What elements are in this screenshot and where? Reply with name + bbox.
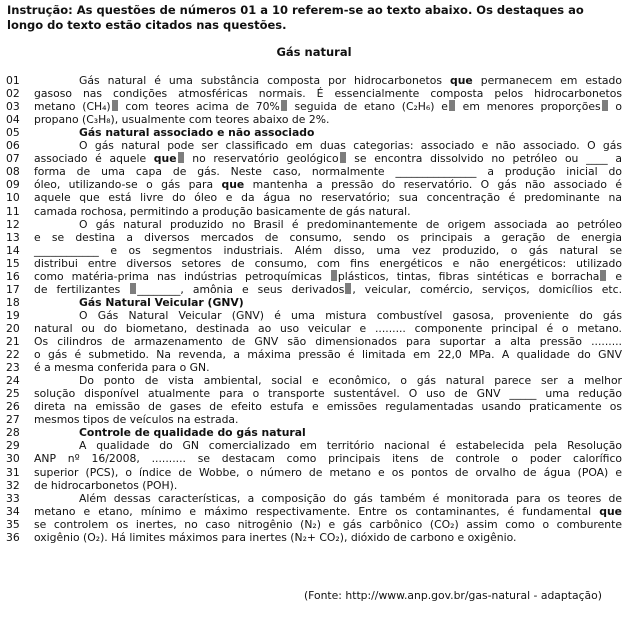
text-line xyxy=(6,218,622,231)
line-text: de fertilizantes ________, amônia e seus derivados , veicular, comércio, serviços, domicílios etc. xyxy=(34,282,622,296)
line-number: 18 xyxy=(6,295,20,309)
line-text: Os cilindros de armazenamento de GNV são dimensionados para suportar a alta pressão ......... xyxy=(34,335,622,348)
text-line xyxy=(6,126,622,139)
line-number: 12 xyxy=(6,217,20,231)
line-number: 17 xyxy=(6,282,20,296)
text-line xyxy=(6,413,622,426)
line-text: metano (CH₄) com teores acima de 70% seguida de etano (C₂H₆) e em menores proporções o xyxy=(34,100,622,114)
line-number: 10 xyxy=(6,191,20,205)
line-number: 22 xyxy=(6,348,20,362)
line-text: associado é aquele que no reservatório geológico se encontra dissolvido no petróleo ou ____ a xyxy=(34,152,622,166)
line-number: 26 xyxy=(6,400,20,414)
text-line xyxy=(6,270,622,283)
line-number: 14 xyxy=(6,243,20,257)
highlight-mark xyxy=(331,270,337,281)
line-number: 30 xyxy=(6,452,20,466)
text-line xyxy=(6,231,622,244)
line-text: aquele que está livre do óleo e da água no reservatório; sua concentração é predominante na xyxy=(34,191,622,205)
line-number: 19 xyxy=(6,308,20,322)
line-number: 07 xyxy=(6,152,20,166)
text-line xyxy=(6,87,622,100)
line-text: metano e etano, mínimo e máximo respectivamente. Entre os contaminantes, é fundamental que xyxy=(34,504,622,518)
text-line xyxy=(6,531,622,544)
highlighted-word: que xyxy=(449,74,473,87)
text-line xyxy=(6,374,622,387)
line-number: 16 xyxy=(6,269,20,283)
highlight-mark xyxy=(340,152,346,163)
line-text: forma de uma capa de gás. Neste caso, normalmente _______________ a produção inicial do xyxy=(34,165,622,179)
line-text: Além dessas características, a composição do gás também é monitorada para os teores de xyxy=(79,491,622,505)
highlight-mark xyxy=(449,100,455,111)
line-text: o gás é submetido. Na revenda, a máxima pressão é limitada em 22,0 MPa. A qualidade do GNV xyxy=(34,348,622,362)
line-text: é a mesma conferida para o GN. xyxy=(34,361,210,375)
text-title: Gás natural xyxy=(276,45,352,59)
text-line xyxy=(6,466,622,479)
highlighted-word: que xyxy=(599,504,622,518)
line-text: Gás natural é uma substância composta por hidrocarbonetos que permanecem em estado xyxy=(79,74,622,87)
line-number: 05 xyxy=(6,126,20,140)
line-number: 04 xyxy=(6,113,20,127)
line-text: solução disponível atualmente para o transporte sustentável. O uso de GNV _____ uma redução xyxy=(34,387,622,401)
line-number: 13 xyxy=(6,230,20,244)
line-text: mesmos tipos de veículos na estrada. xyxy=(34,413,239,427)
text-line xyxy=(6,244,622,257)
text-line xyxy=(6,74,622,87)
text-line xyxy=(6,387,622,400)
highlighted-word: que xyxy=(153,152,177,166)
line-number: 31 xyxy=(6,465,20,479)
line-number: 03 xyxy=(6,100,20,114)
line-text: superior (PCS), o índice de Wobbe, o número de metano e os pontos de orvalho de água (POA) e xyxy=(34,465,622,479)
line-number: 21 xyxy=(6,335,20,348)
text-line xyxy=(6,439,622,452)
line-number: 25 xyxy=(6,387,20,401)
text-line xyxy=(6,191,622,204)
highlight-mark xyxy=(281,100,287,111)
line-number: 34 xyxy=(6,504,20,518)
text-line xyxy=(6,361,622,374)
text-line xyxy=(6,479,622,492)
line-text: de hidrocarbonetos (POH). xyxy=(34,478,178,492)
text-line xyxy=(6,205,622,218)
line-text: A qualidade do GN comercializado em território nacional é estabelecida pela Resolução xyxy=(79,439,622,453)
line-number: 02 xyxy=(6,87,20,101)
highlight-mark xyxy=(178,152,184,163)
line-number: 11 xyxy=(6,204,20,218)
section-heading: Controle de qualidade do gás natural xyxy=(79,426,306,440)
line-text: O gás natural pode ser classificado em duas categorias: associado e não associado. O gás xyxy=(79,139,622,153)
line-number: 33 xyxy=(6,491,20,505)
text-line xyxy=(6,492,622,505)
line-number: 09 xyxy=(6,178,20,192)
line-number: 28 xyxy=(6,426,20,440)
line-number: 06 xyxy=(6,139,20,153)
line-number: 29 xyxy=(6,439,20,453)
line-text: ____________ e os segmentos industriais. Além disso, uma vez produzido, o gás natural se xyxy=(34,243,622,257)
text-line xyxy=(6,283,622,296)
line-text: distribui entre diversos setores de consumo, com fins energéticos e não energéticos: utilizado xyxy=(34,256,622,270)
line-text: gasoso nas condições atmosféricas normais. É essencialmente composta pelos hidrocarbonetos xyxy=(34,87,622,101)
text-line xyxy=(6,113,622,126)
line-text: direta na emissão de gases de efeito estufa e emissões regulamentadas usando praticamente os xyxy=(34,400,622,414)
line-number: 15 xyxy=(6,256,20,270)
instruction-text: Instrução: As questões de números 01 a 10 referem-se ao texto abaixo. Os destaques ao longo do texto estão citados nas questões. xyxy=(7,3,584,32)
line-text: O Gás Natural Veicular (GNV) é uma mistura combustível gasosa, proveniente do gás xyxy=(79,308,622,322)
text-line xyxy=(6,178,622,191)
line-number: 23 xyxy=(6,361,20,375)
highlight-mark xyxy=(600,270,606,281)
line-number: 01 xyxy=(6,74,20,87)
line-text: natural ou do biometano, destinada ao uso veicular e ......... componente principal é o metano. xyxy=(34,321,622,335)
text-line xyxy=(6,152,622,165)
text-line xyxy=(6,296,622,309)
line-text: como matéria-prima nas indústrias petroquímicas plásticos, tintas, fibras sintéticas e borracha e xyxy=(34,269,622,283)
text-line xyxy=(6,452,622,465)
highlight-mark xyxy=(112,100,118,111)
text-line xyxy=(6,100,622,113)
line-text: óleo, utilizando-se o gás para que mantenha a pressão do reservatório. O gás não associado é xyxy=(34,178,622,192)
line-text: O gás natural produzido no Brasil é predominantemente de origem associada ao petróleo xyxy=(79,217,622,231)
text-line xyxy=(6,257,622,270)
line-number: 24 xyxy=(6,374,20,388)
line-number: 35 xyxy=(6,517,20,531)
line-text: camada rochosa, permitindo a produção basicamente de gás natural. xyxy=(34,204,411,218)
line-number: 27 xyxy=(6,413,20,427)
text-line xyxy=(6,348,622,361)
line-text: Do ponto de vista ambiental, social e econômico, o gás natural parece ser a melhor xyxy=(79,374,622,388)
source-citation: (Fonte: http://www.anp.gov.br/gas-natural - adaptação) xyxy=(303,589,602,602)
line-text: ANP nº 16/2008, .......... se destacam como principais itens de controle o poder calorífico xyxy=(34,452,622,466)
line-number: 32 xyxy=(6,478,20,492)
line-text: propano (C₃H₈), usualmente com teores abaixo de 2%. xyxy=(34,113,330,127)
line-text: se controlem os inertes, no caso nitrogênio (N₂) e gás carbônico (CO₂) assim como o comburente xyxy=(34,517,622,531)
section-heading: Gás natural associado e não associado xyxy=(79,126,315,140)
text-line xyxy=(6,426,622,439)
highlighted-word: que xyxy=(221,178,245,192)
line-number: 36 xyxy=(6,530,20,544)
highlight-mark xyxy=(345,283,351,294)
text-line xyxy=(6,400,622,413)
section-heading: Gás Natural Veicular (GNV) xyxy=(79,295,244,309)
text-line xyxy=(6,505,622,518)
highlight-mark xyxy=(130,283,136,294)
text-line xyxy=(6,518,622,531)
highlight-mark xyxy=(602,100,608,111)
text-line xyxy=(6,165,622,178)
line-text: oxigênio (O₂). Há limites máximos para inertes (N₂+ CO₂), dióxido de carbono e oxigênio. xyxy=(34,530,517,544)
line-number: 08 xyxy=(6,165,20,179)
text-line xyxy=(6,309,622,322)
line-number: 20 xyxy=(6,321,20,335)
line-text: e se destina a diversos mercados de consumo, sendo os principais a geração de energia xyxy=(34,230,622,244)
text-line xyxy=(6,322,622,335)
text-line xyxy=(6,335,622,348)
text-line xyxy=(6,139,622,152)
